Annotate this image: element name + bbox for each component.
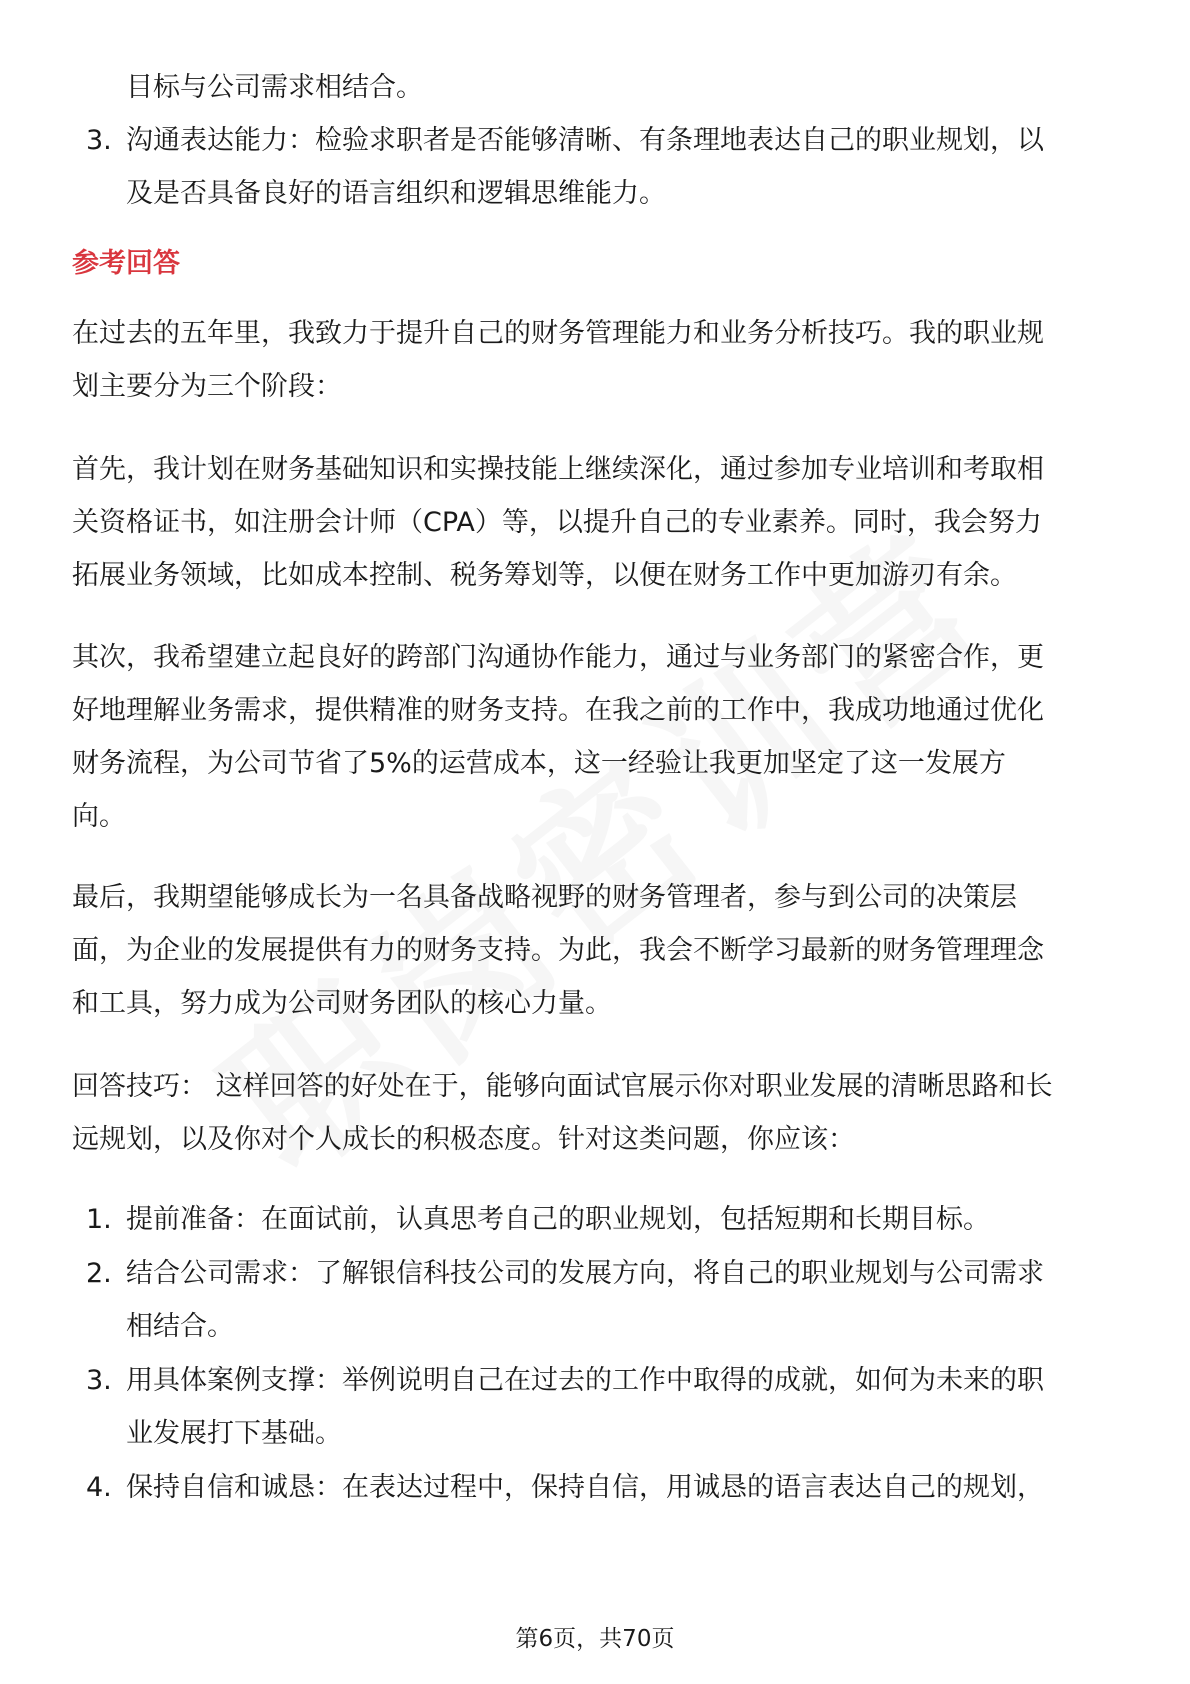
list-number: 1. [86,1204,112,1235]
intro-line: 在过去的五年里，我致力于提升自己的财务管理能力和业务分析技巧。我的职业规 [72,318,1044,349]
paragraph-line: 关资格证书，如注册会计师（CPA）等，以提升自己的专业素养。同时，我会努力 [72,507,1042,538]
list-item-line: 及是否具备良好的语言组织和逻辑思维能力。 [126,178,666,209]
list-number: 3. [86,125,112,156]
tips-line: 回答技巧： 这样回答的好处在于，能够向面试官展示你对职业发展的清晰思路和长 [72,1071,1053,1102]
list-number: 4. [86,1472,112,1503]
intro-line: 划主要分为三个阶段： [72,371,342,402]
list-number: 3. [86,1365,112,1396]
paragraph-line: 首先，我计划在财务基础知识和实操技能上继续深化，通过参加专业培训和考取相 [72,454,1044,485]
paragraph-line: 其次，我希望建立起良好的跨部门沟通协作能力，通过与业务部门的紧密合作，更 [72,642,1044,673]
paragraph-line: 好地理解业务需求，提供精准的财务支持。在我之前的工作中，我成功地通过优化 [72,695,1044,726]
list-item-line: 保持自信和诚恳：在表达过程中，保持自信，用诚恳的语言表达自己的规划， [126,1472,1044,1503]
paragraph-line: 面，为企业的发展提供有力的财务支持。为此，我会不断学习最新的财务管理理念 [72,935,1044,966]
section-heading: 参考回答 [72,248,180,279]
list-item-line: 相结合。 [126,1311,234,1342]
list-item-continuation: 目标与公司需求相结合。 [126,72,423,103]
list-item-line: 结合公司需求：了解银信科技公司的发展方向，将自己的职业规划与公司需求 [126,1258,1044,1289]
paragraph-line: 拓展业务领域，比如成本控制、税务筹划等，以便在财务工作中更加游刃有余。 [72,560,1017,591]
list-item-line: 提前准备：在面试前，认真思考自己的职业规划，包括短期和长期目标。 [126,1204,990,1235]
paragraph-line: 和工具，努力成为公司财务团队的核心力量。 [72,988,612,1019]
list-item-line: 用具体案例支撑：举例说明自己在过去的工作中取得的成就，如何为未来的职 [126,1365,1044,1396]
paragraph-line: 向。 [72,801,126,832]
tips-line: 远规划，以及你对个人成长的积极态度。针对这类问题，你应该： [72,1124,855,1155]
page-footer: 第6页，共70页 [515,1626,675,1652]
list-number: 2. [86,1258,112,1289]
paragraph-line: 财务流程，为公司节省了5%的运营成本，这一经验让我更加坚定了这一发展方 [72,748,1006,779]
paragraph-line: 最后，我期望能够成长为一名具备战略视野的财务管理者，参与到公司的决策层 [72,882,1017,913]
list-item-line: 沟通表达能力：检验求职者是否能够清晰、有条理地表达自己的职业规划，以 [126,125,1044,156]
list-item-line: 业发展打下基础。 [126,1418,342,1449]
